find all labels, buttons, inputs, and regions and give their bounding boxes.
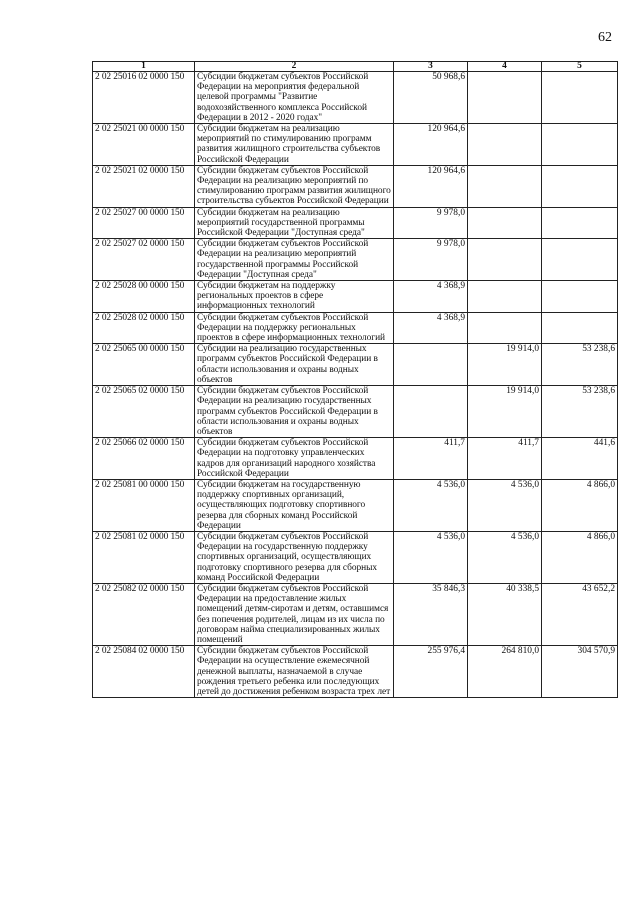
row-code-cell: 2 02 25084 02 0000 150 — [93, 646, 195, 698]
row-value-col3: 4 368,9 — [394, 281, 468, 313]
row-value-col5: 4 866,0 — [542, 479, 618, 531]
row-value-col3: 50 968,6 — [394, 72, 468, 124]
row-value-col3: 411,7 — [394, 438, 468, 480]
table-row — [93, 531, 618, 583]
row-description-cell: Субсидии бюджетам субъектов Российской Федерации на реализацию государственных программ субъектов Российской Федерации в области использования и охраны водных объектов — [195, 386, 394, 438]
table-row — [93, 165, 618, 207]
row-description-cell: Субсидии бюджетам на государственную поддержку спортивных организаций, осуществляющих подготовку спортивного резерва для сборных команд Российской Федерации — [195, 479, 394, 531]
table-row — [93, 386, 618, 438]
row-description-cell: Субсидии бюджетам субъектов Российской Федерации на реализацию мероприятий по стимулированию программ развития жилищного строительства субъектов Российской Федерации — [195, 165, 394, 207]
row-description-cell: Субсидии бюджетам на поддержку региональных проектов в сфере информационных технологий — [195, 281, 394, 313]
table-row — [93, 646, 618, 698]
row-value-col4: 411,7 — [468, 438, 542, 480]
table-row — [93, 479, 618, 531]
header-cell-4: 4 — [468, 62, 542, 72]
row-value-col5 — [542, 165, 618, 207]
row-code-cell: 2 02 25065 02 0000 150 — [93, 386, 195, 438]
row-value-col5: 53 238,6 — [542, 344, 618, 386]
row-description-cell: Субсидии бюджетам субъектов Российской Федерации на предоставление жилых помещений детям-сиротам и детям, оставшимся без попечения родителей, лицам из их числа по договорам найма специализированных жилых помещений — [195, 583, 394, 645]
row-code-cell: 2 02 25027 02 0000 150 — [93, 239, 195, 281]
row-description-cell: Субсидии бюджетам субъектов Российской Федерации на реализацию мероприятий государственной программы Российской Федерации "Доступная среда" — [195, 239, 394, 281]
row-value-col5 — [542, 239, 618, 281]
row-value-col4: 264 810,0 — [468, 646, 542, 698]
table-row — [93, 312, 618, 344]
row-value-col4 — [468, 281, 542, 313]
row-value-col3: 4 536,0 — [394, 479, 468, 531]
table-row — [93, 583, 618, 645]
table-row — [93, 207, 618, 239]
row-value-col4: 19 914,0 — [468, 386, 542, 438]
row-description-cell: Субсидии на реализацию государственных программ субъектов Российской Федерации в области использования и охраны водных объектов — [195, 344, 394, 386]
row-code-cell: 2 02 25027 00 0000 150 — [93, 207, 195, 239]
row-value-col5: 304 570,9 — [542, 646, 618, 698]
row-value-col5 — [542, 207, 618, 239]
table-row — [93, 281, 618, 313]
row-value-col5 — [542, 72, 618, 124]
row-value-col4 — [468, 239, 542, 281]
row-code-cell: 2 02 25065 00 0000 150 — [93, 344, 195, 386]
row-code-cell: 2 02 25016 02 0000 150 — [93, 72, 195, 124]
table-row — [93, 72, 618, 124]
table-row — [93, 124, 618, 166]
page-number: 62 — [598, 30, 612, 45]
header-cell-1: 1 — [93, 62, 195, 72]
row-value-col5: 441,6 — [542, 438, 618, 480]
table-header-row — [93, 62, 618, 72]
table-row — [93, 344, 618, 386]
row-value-col4: 4 536,0 — [468, 531, 542, 583]
row-code-cell: 2 02 25081 02 0000 150 — [93, 531, 195, 583]
row-value-col5: 53 238,6 — [542, 386, 618, 438]
budget-table — [92, 61, 618, 698]
row-value-col5: 4 866,0 — [542, 531, 618, 583]
row-value-col3: 9 978,0 — [394, 239, 468, 281]
row-value-col3: 120 964,6 — [394, 124, 468, 166]
header-cell-5: 5 — [542, 62, 618, 72]
row-code-cell: 2 02 25066 02 0000 150 — [93, 438, 195, 480]
row-value-col4 — [468, 207, 542, 239]
row-value-col5 — [542, 124, 618, 166]
row-value-col4: 19 914,0 — [468, 344, 542, 386]
row-description-cell: Субсидии бюджетам субъектов Российской Федерации на подготовку управленческих кадров для организаций народного хозяйства Российской Федерации — [195, 438, 394, 480]
table-row — [93, 239, 618, 281]
row-code-cell: 2 02 25081 00 0000 150 — [93, 479, 195, 531]
row-value-col5: 43 652,2 — [542, 583, 618, 645]
row-value-col4 — [468, 165, 542, 207]
row-value-col3 — [394, 344, 468, 386]
table-row — [93, 438, 618, 480]
row-value-col4 — [468, 312, 542, 344]
row-code-cell: 2 02 25082 02 0000 150 — [93, 583, 195, 645]
row-code-cell: 2 02 25021 00 0000 150 — [93, 124, 195, 166]
row-value-col3: 255 976,4 — [394, 646, 468, 698]
row-description-cell: Субсидии бюджетам субъектов Российской Федерации на мероприятия федеральной целевой программы "Развитие водохозяйственного комплекса Российской Федерации в 2012 - 2020 годах" — [195, 72, 394, 124]
row-value-col3: 120 964,6 — [394, 165, 468, 207]
row-description-cell: Субсидии бюджетам на реализацию мероприятий государственной программы Российской Федерации "Доступная среда" — [195, 207, 394, 239]
row-value-col3: 4 368,9 — [394, 312, 468, 344]
row-value-col4 — [468, 72, 542, 124]
row-code-cell: 2 02 25028 02 0000 150 — [93, 312, 195, 344]
row-value-col4: 40 338,5 — [468, 583, 542, 645]
row-code-cell: 2 02 25028 00 0000 150 — [93, 281, 195, 313]
row-description-cell: Субсидии бюджетам субъектов Российской Федерации на осуществление ежемесячной денежной выплаты, назначаемой в случае рождения третьего ребенка или последующих детей до достижения ребенком возраста трех лет — [195, 646, 394, 698]
row-description-cell: Субсидии бюджетам на реализацию мероприятий по стимулированию программ развития жилищного строительства субъектов Российской Федерации — [195, 124, 394, 166]
row-description-cell: Субсидии бюджетам субъектов Российской Федерации на поддержку региональных проектов в сфере информационных технологий — [195, 312, 394, 344]
row-value-col3 — [394, 386, 468, 438]
row-code-cell: 2 02 25021 02 0000 150 — [93, 165, 195, 207]
row-value-col4 — [468, 124, 542, 166]
header-cell-2: 2 — [195, 62, 394, 72]
header-cell-3: 3 — [394, 62, 468, 72]
row-value-col3: 35 846,3 — [394, 583, 468, 645]
row-value-col5 — [542, 312, 618, 344]
row-value-col4: 4 536,0 — [468, 479, 542, 531]
row-description-cell: Субсидии бюджетам субъектов Российской Федерации на государственную поддержку спортивных организаций, осуществляющих подготовку спортивного резерва для сборных команд Российской Федерации — [195, 531, 394, 583]
row-value-col3: 9 978,0 — [394, 207, 468, 239]
row-value-col5 — [542, 281, 618, 313]
row-value-col3: 4 536,0 — [394, 531, 468, 583]
